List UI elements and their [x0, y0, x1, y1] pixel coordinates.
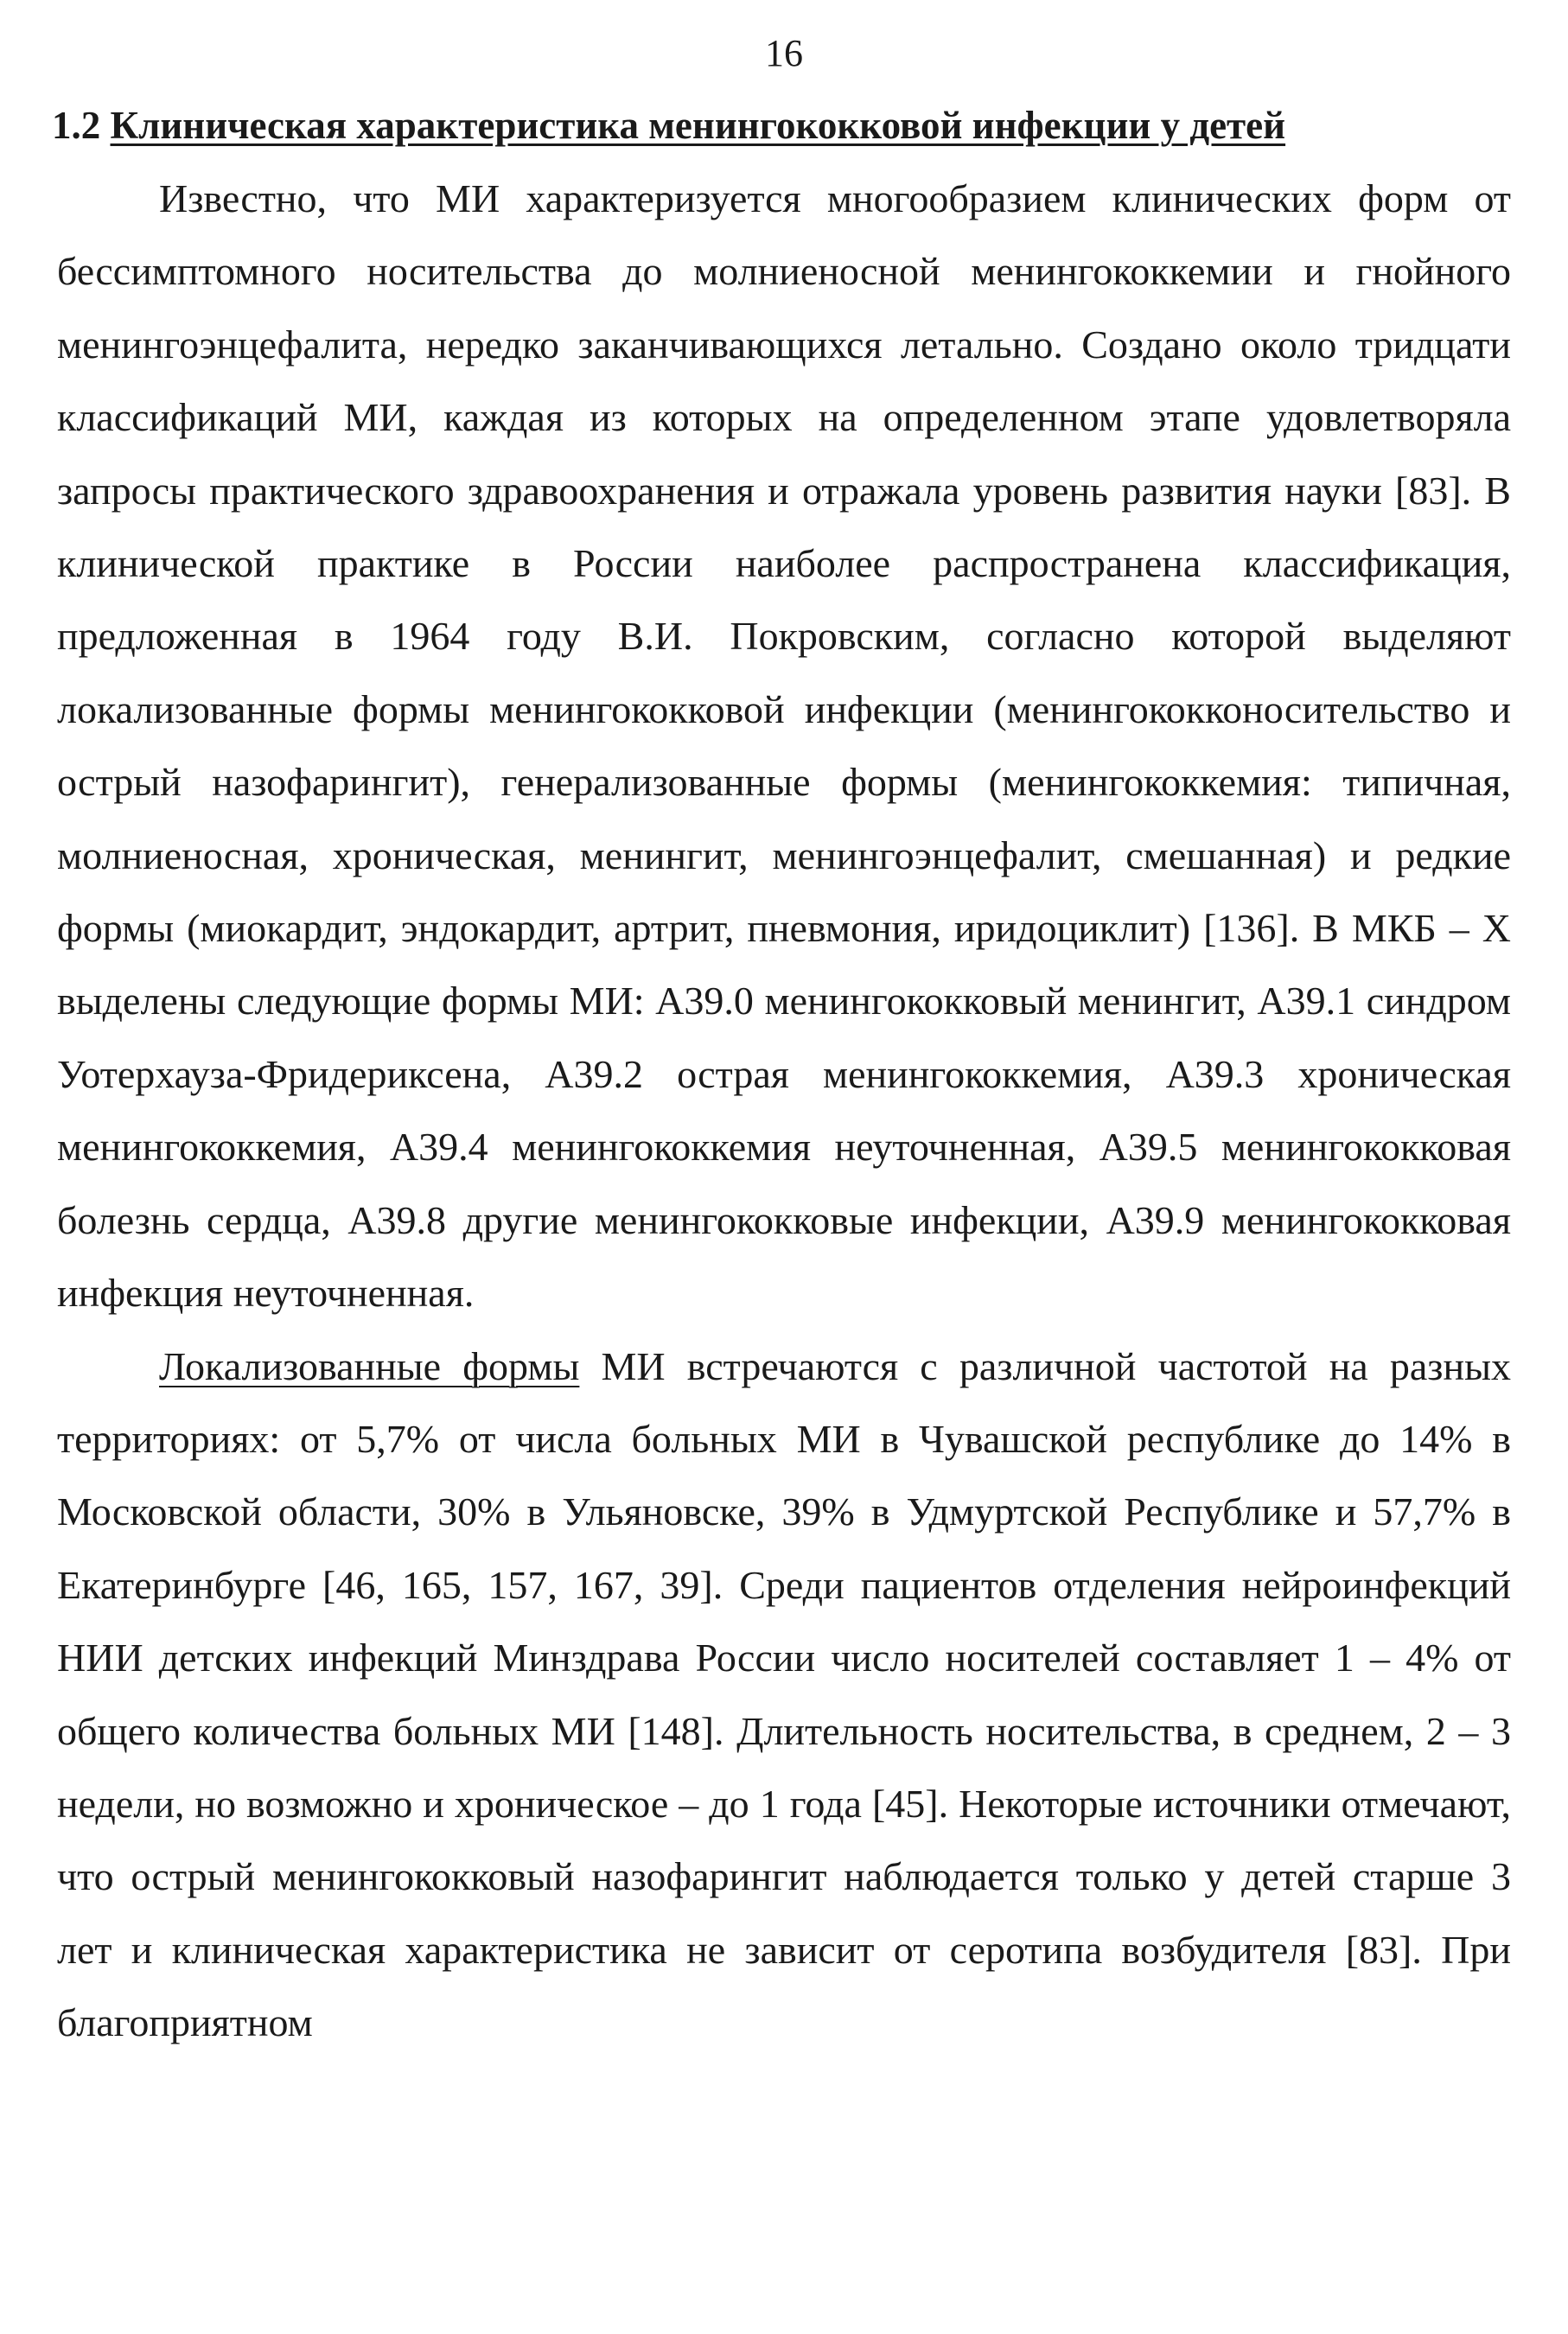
paragraph-localized-forms	[57, 1330, 1511, 2060]
section-title: Клиническая характеристика менингококковой инфекции у детей	[110, 104, 1286, 147]
body-text	[57, 163, 1511, 2060]
paragraph-lead-underlined: Локализованные формы	[159, 1343, 580, 1388]
paragraph-classification	[57, 163, 1511, 1330]
page-number: 16	[765, 32, 803, 74]
section-number: 1.2	[52, 104, 101, 147]
paragraph-text: Известно, что МИ характеризуется многообразием клинических форм от бессимптомного носительства до молниеносной менингококкемии и гнойного менингоэнцефалита, нередко заканчивающихся летально. Создано около тридцати классификаций МИ, каждая из которых на определенном этапе удовлетворяла запросы практического здравоохранения и отражала уровень развития науки [83]. В клинической практике в России наиболее распространена классификация, предложенная в 1964 году В.И. Покровским, согласно которой выделяют локализованные формы менингококковой инфекции (менингококконосительство и острый назофарингит), генерализованные формы (менингококкемия: типичная, молниеносная, хроническая, менингит, менингоэнцефалит, смешанная) и редкие формы (миокардит, эндокардит, артрит, пневмония, иридоциклит) [136]. В МКБ – X выделены следующие формы МИ: А39.0 менингококковый менингит, А39.1 синдром Уотерхауза-Фридериксена, А39.2 острая менингококкемия, А39.3 хроническая менингококкемия, А39.4 менингококкемия неуточненная, А39.5 менингококковая болезнь сердца, А39.8 другие менингококковые инфекции, А39.9 менингококковая инфекция неуточненная.	[57, 176, 1511, 1316]
paragraph-text: МИ встречаются с различной частотой на разных территориях: от 5,7% от числа больных МИ в Чувашской республике до 14% в Московской области, 30% в Ульяновске, 39% в Удмуртской Республике и 57,7% в Екатеринбурге [46, 165, 157, 167, 39]. Среди пациентов отделения нейроинфекций НИИ детских инфекций Минздрава России число носителей составляет 1 – 4% от общего количества больных МИ [148]. Длительность носительства, в среднем, 2 – 3 недели, но возможно и хроническое – до 1 года [45]. Некоторые источники отмечают, что острый менингококковый назофарингит наблюдается только у детей старше 3 лет и клиническая характеристика не зависит от серотипа возбудителя [83]. При благоприятном	[57, 1343, 1511, 2045]
section-heading	[52, 102, 1521, 149]
